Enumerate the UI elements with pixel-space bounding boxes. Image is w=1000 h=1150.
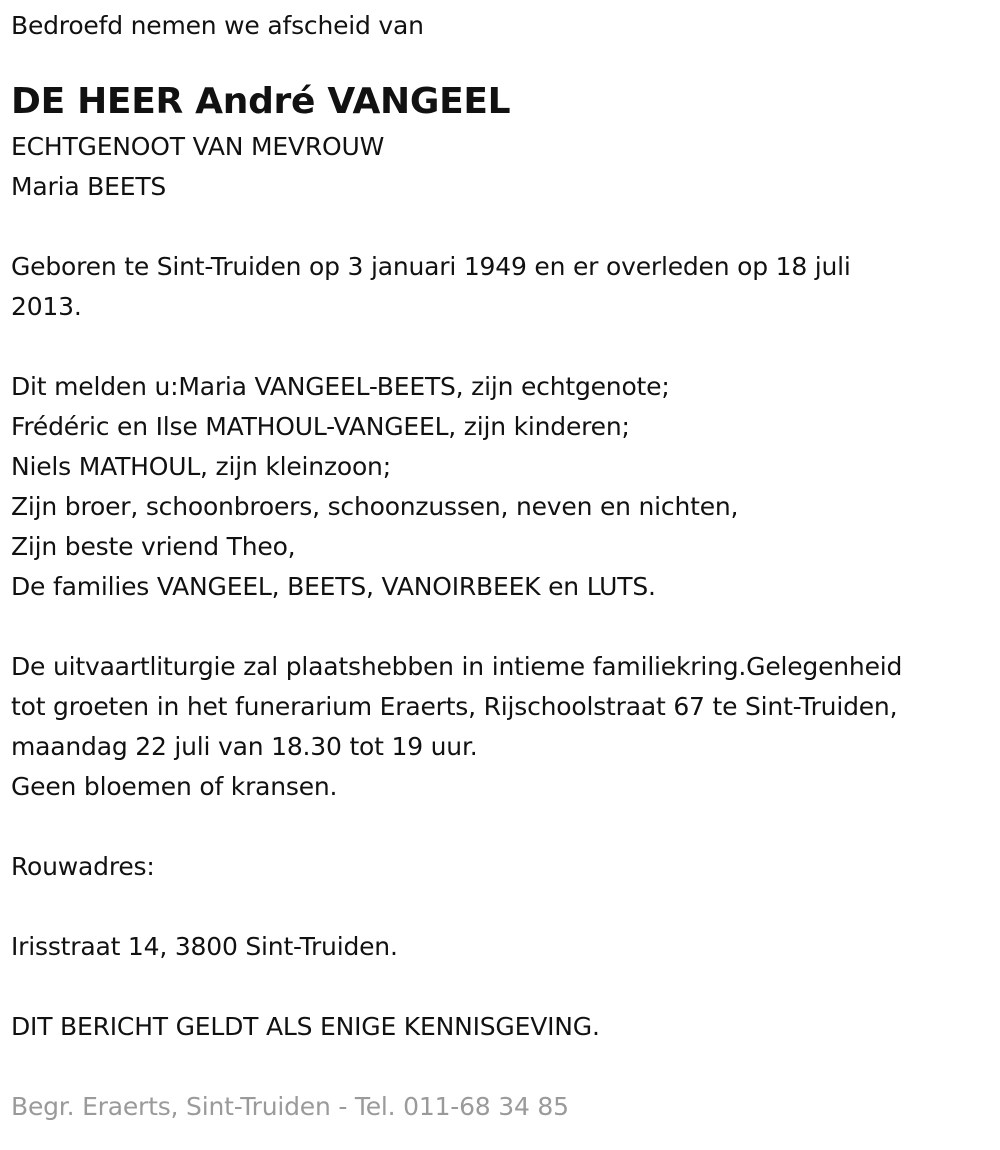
announcers-paragraph <box>11 367 996 607</box>
announcer-line: Dit melden u:Maria VANGEEL-BEETS, zijn echtgenote; <box>11 372 670 401</box>
funeral-paragraph <box>11 647 996 807</box>
spacer <box>11 327 996 367</box>
address-label: Rouwadres: <box>11 852 155 881</box>
spouse-name: Maria BEETS <box>11 172 167 201</box>
announcer-line: Niels MATHOUL, zijn kleinzoon; <box>11 452 391 481</box>
spouse-line: ECHTGENOOT VAN MEVROUW <box>11 132 385 161</box>
funeral-line: tot groeten in het funerarium Eraerts, Rijschoolstraat 67 te Sint-Truiden, <box>11 692 898 721</box>
spacer <box>11 1047 996 1087</box>
closing-statement: DIT BERICHT GELDT ALS ENIGE KENNISGEVING. <box>11 1012 600 1041</box>
spacer <box>11 967 996 1007</box>
announcer-line: De families VANGEEL, BEETS, VANOIRBEEK en LUTS. <box>11 572 656 601</box>
spacer <box>11 207 996 247</box>
spacer <box>11 807 996 847</box>
spacer <box>11 607 996 647</box>
announcer-line: Zijn broer, schoonbroers, schoonzussen, neven en nichten, <box>11 492 739 521</box>
deceased-name: DE HEER André VANGEEL <box>11 81 511 122</box>
birth-death-line: Geboren te Sint-Truiden op 3 januari 1949 en er overleden op 18 juli <box>11 252 851 281</box>
funeral-line: maandag 22 juli van 18.30 tot 19 uur. <box>11 732 478 761</box>
announcer-line: Frédéric en Ilse MATHOUL-VANGEEL, zijn kinderen; <box>11 412 630 441</box>
announcer-line: Zijn beste vriend Theo, <box>11 532 296 561</box>
spacer <box>11 887 996 927</box>
funeral-line: Geen bloemen of kransen. <box>11 772 338 801</box>
birth-death-line: 2013. <box>11 292 82 321</box>
funeral-line: De uitvaartliturgie zal plaatshebben in intieme familiekring.Gelegenheid <box>11 652 903 681</box>
funeral-home-footer: Begr. Eraerts, Sint-Truiden - Tel. 011-68 34 85 <box>11 1092 569 1121</box>
address-text: Irisstraat 14, 3800 Sint-Truiden. <box>11 932 398 961</box>
obituary-notice <box>11 6 996 1127</box>
birth-death-paragraph <box>11 247 996 327</box>
intro-text: Bedroefd nemen we afscheid van <box>11 11 424 40</box>
